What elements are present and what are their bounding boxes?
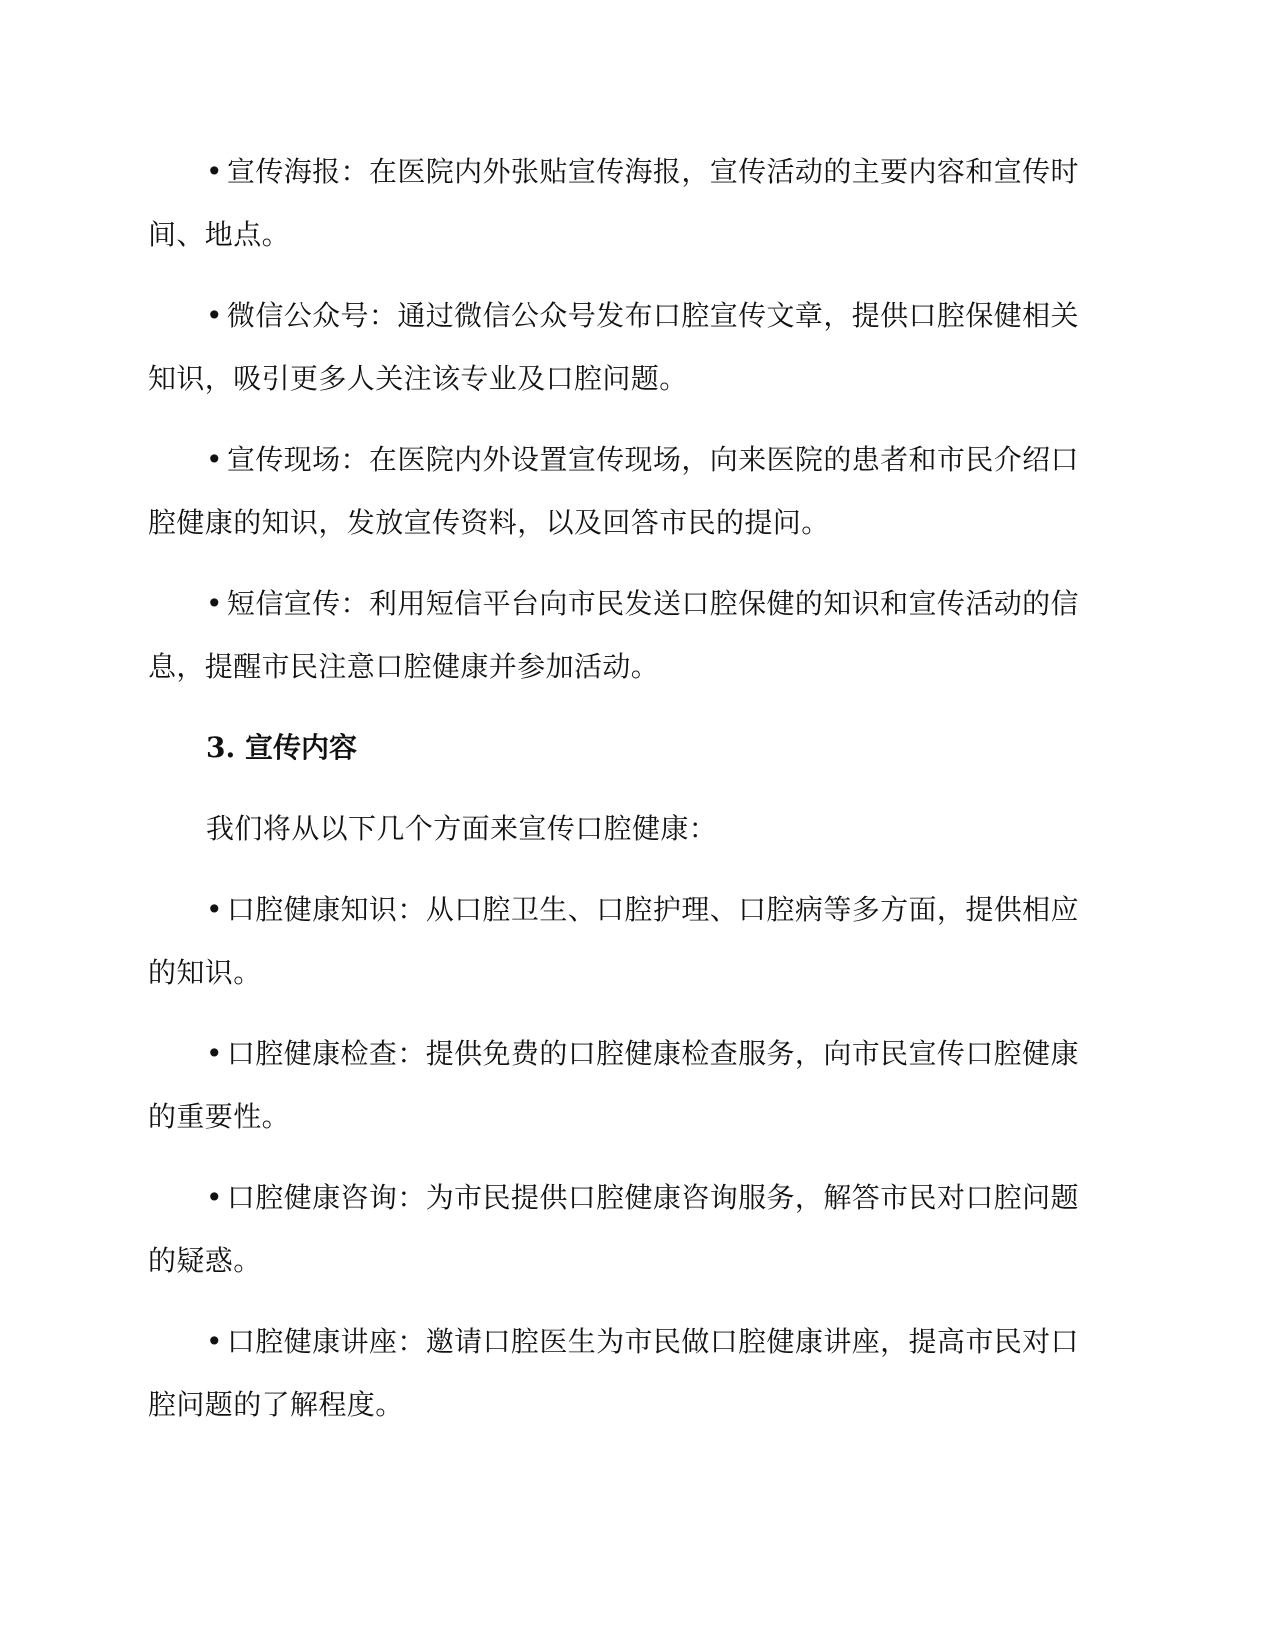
bullet-poster bbox=[148, 140, 1096, 266]
bullet-text: 微信公众号：通过微信公众号发布口腔宣传文章，提供口腔保健相关知识，吸引更多人关注该专业及口腔问题。 bbox=[148, 299, 1079, 395]
bullet-text: 口腔健康咨询：为市民提供口腔健康咨询服务，解答市民对口腔问题的疑惑。 bbox=[148, 1181, 1079, 1277]
intro-paragraph: 我们将从以下几个方面来宣传口腔健康： bbox=[206, 812, 718, 845]
bullet-consultation bbox=[148, 1166, 1096, 1292]
bullet-marker: • bbox=[206, 299, 223, 332]
bullet-sms bbox=[148, 572, 1096, 698]
document-body bbox=[148, 140, 1096, 1454]
bullet-text: 宣传现场：在医院内外设置宣传现场，向来医院的患者和市民介绍口腔健康的知识，发放宣传资料，以及回答市民的提问。 bbox=[148, 443, 1079, 539]
bullet-knowledge bbox=[148, 878, 1096, 1004]
bullet-checkup bbox=[148, 1022, 1096, 1148]
bullet-text: 口腔健康讲座：邀请口腔医生为市民做口腔健康讲座，提高市民对口腔问题的了解程度。 bbox=[148, 1325, 1079, 1421]
bullet-wechat bbox=[148, 284, 1096, 410]
bullet-marker: • bbox=[206, 587, 223, 620]
bullet-text: 宣传海报：在医院内外张贴宣传海报，宣传活动的主要内容和宣传时间、地点。 bbox=[148, 155, 1079, 251]
bullet-marker: • bbox=[206, 1181, 223, 1214]
bullet-marker: • bbox=[206, 1037, 223, 1070]
section-heading: 3. 宣传内容 bbox=[206, 731, 357, 764]
bullet-marker: • bbox=[206, 155, 223, 188]
bullet-text: 口腔健康知识：从口腔卫生、口腔护理、口腔病等多方面，提供相应的知识。 bbox=[148, 893, 1079, 989]
bullet-marker: • bbox=[206, 1325, 223, 1358]
bullet-marker: • bbox=[206, 443, 223, 476]
bullet-marker: • bbox=[206, 893, 223, 926]
bullet-text: 短信宣传：利用短信平台向市民发送口腔保健的知识和宣传活动的信息，提醒市民注意口腔健康并参加活动。 bbox=[148, 587, 1079, 683]
bullet-text: 口腔健康检查：提供免费的口腔健康检查服务，向市民宣传口腔健康的重要性。 bbox=[148, 1037, 1079, 1133]
bullet-onsite bbox=[148, 428, 1096, 554]
bullet-lecture bbox=[148, 1310, 1096, 1436]
